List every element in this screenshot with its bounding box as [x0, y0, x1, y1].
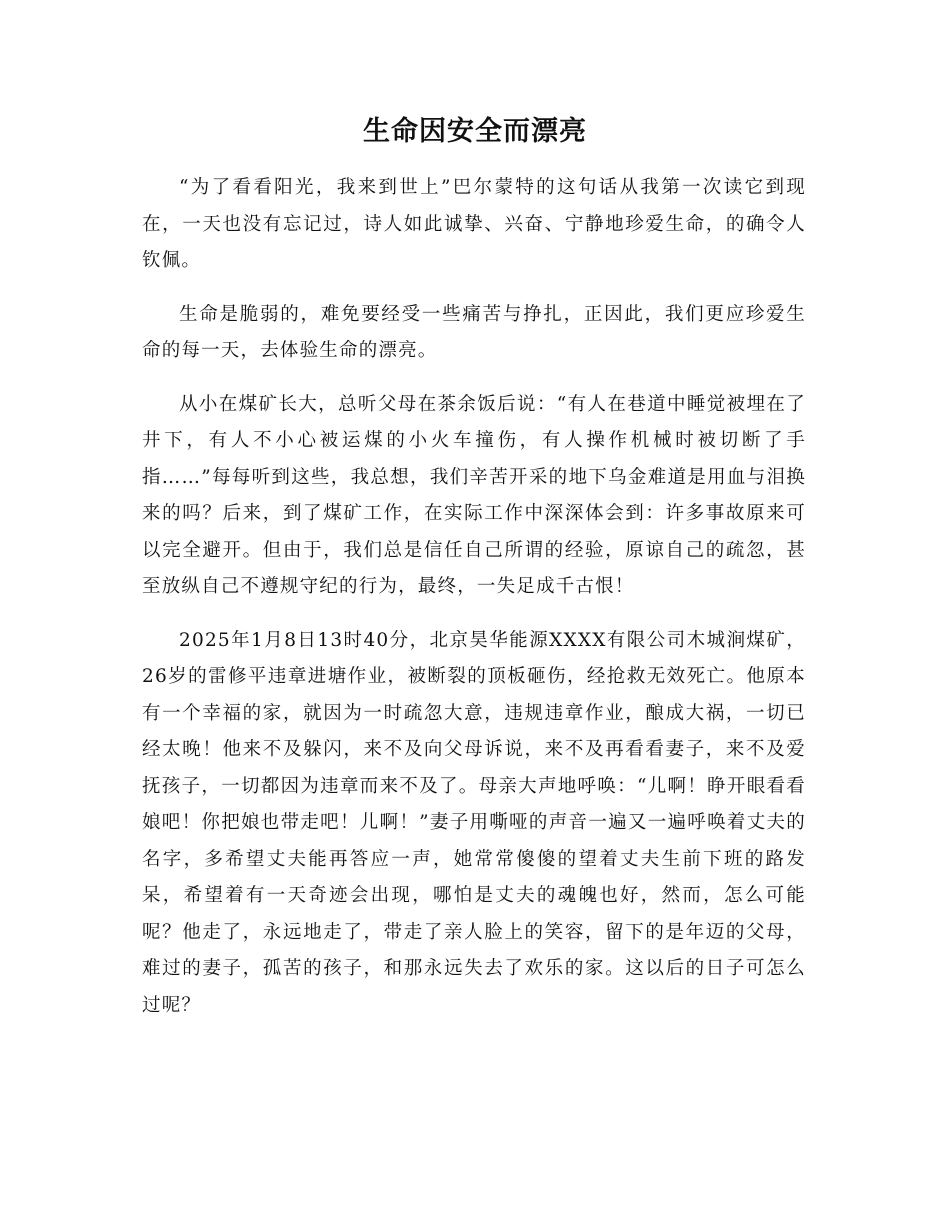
document-title: 生命因安全而漂亮	[363, 116, 587, 147]
document-body	[142, 170, 806, 1041]
paragraph-intro: “为了看看阳光，我来到世上”巴尔蒙特的这句话从我第一次读它到现在，一天也没有忘记过，诗人如此诚挚、兴奋、宁静地珍爱生命，的确令人钦佩。	[142, 177, 806, 271]
paragraph-fragility: 生命是脆弱的，难免要经受一些痛苦与挣扎，正因此，我们更应珍爱生命的每一天，去体验生命的漂亮。	[142, 303, 806, 361]
paragraph-accident: 2025年1月8日13时40分，北京昊华能源XXXX有限公司木城涧煤矿，26岁的雷修平违章进塘作业，被断裂的顶板砸伤，经抢救无效死亡。他原本有一个幸福的家，就因为一时疏忽大意，违规违章作业，酿成大祸，一切已经太晚！他来不及躲闪，来不及向父母诉说，来不及再看看妻子，来不及爱抚孩子，一切都因为违章而来不及了。母亲大声地呼唤：“儿啊！睁开眼看看娘吧！你把娘也带走吧！儿啊！”妻子用嘶哑的声音一遍又一遍呼唤着丈夫的名字，多希望丈夫能再答应一声，她常常傻傻的望着丈夫生前下班的路发呆，希望着有一天奇迹会出现，哪怕是丈夫的魂魄也好，然而，怎么可能呢？他走了，永远地走了，带走了亲人脸上的笑容，留下的是年迈的父母，难过的妻子，孤苦的孩子，和那永远失去了欢乐的家。这以后的日子可怎么过呢？	[142, 629, 806, 1016]
paragraph-coal-mine: 从小在煤矿长大，总听父母在茶余饭后说：“有人在巷道中睡觉被埋在了井下，有人不小心被运煤的小火车撞伤，有人操作机械时被切断了手指……”每每听到这些，我总想，我们辛苦开采的地下乌金难道是用血与泪换来的吗？后来，到了煤矿工作，在实际工作中深深体会到：许多事故原来可以完全避开。但由于，我们总是信任自己所谓的经验，原谅自己的疏忽，甚至放纵自己不遵规守纪的行为，最终，一失足成千古恨！	[142, 393, 806, 597]
